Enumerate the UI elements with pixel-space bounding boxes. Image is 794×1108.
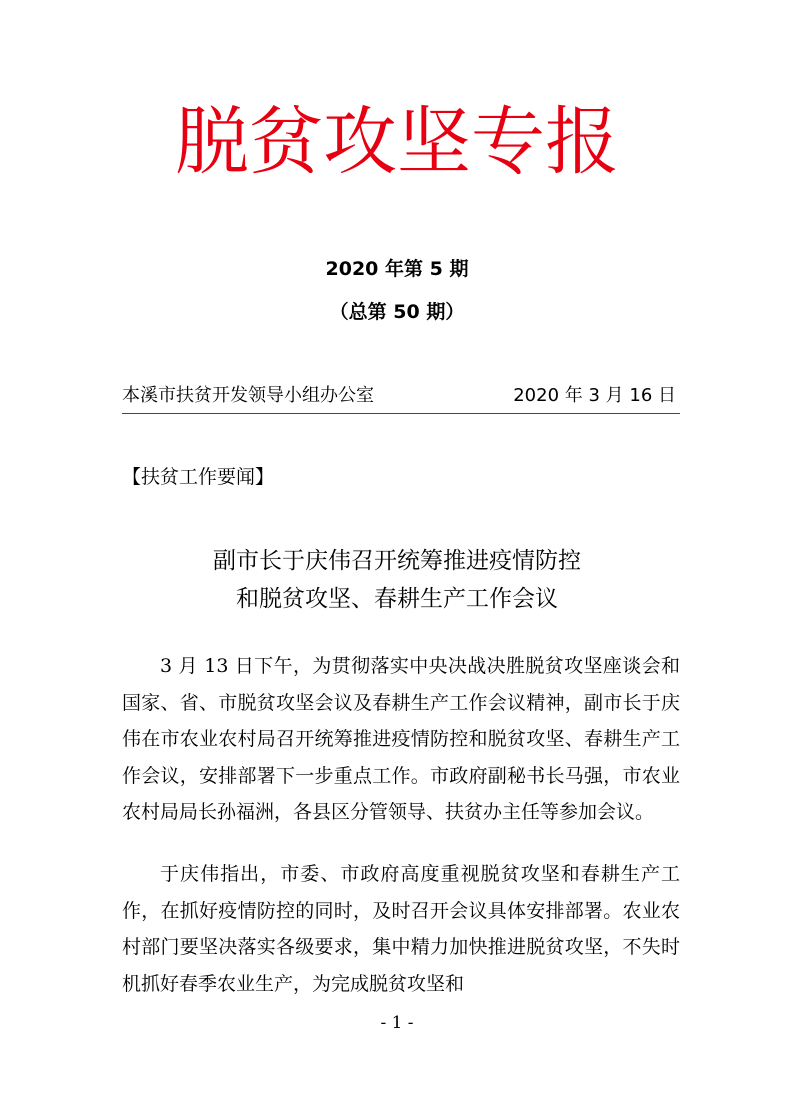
issue-number: 2020 年第 5 期 (325, 258, 469, 280)
article-paragraph: 3 月 13 日下午，为贯彻落实中央决战决胜脱贫攻坚座谈会和国家、省、市脱贫攻坚会议及春耕生产工作会议精神，副市长于庆伟在市农业农村局召开统筹推进疫情防控和脱贫攻坚、春耕生产工作会议，安排部署下一步重点工作。市政府副秘书长马强，市农业农村局局长孙福洲，各县区分管领导、扶贫办主任等参加会议。 (122, 655, 680, 824)
red-divider (122, 413, 680, 414)
article-paragraph: 于庆伟指出，市委、市政府高度重视脱贫攻坚和春耕生产工作，在抓好疫情防控的同时，及时召开会议具体安排部署。农业农村部门要坚决落实各级要求，集中精力加快推进脱贫攻坚，不失时机抓好春季农业生产，为完成脱贫攻坚和 (122, 863, 680, 995)
section-title: 【扶贫工作要闻】 (122, 466, 275, 488)
article-headline-line2: 和脱贫攻坚、春耕生产工作会议 (236, 586, 558, 612)
publisher-line (122, 382, 676, 410)
article-headline-line1: 副市长于庆伟召开统筹推进疫情防控 (213, 548, 581, 574)
page-number: - 1 - (380, 1013, 414, 1033)
issue-total: （总第 50 期） (329, 301, 465, 323)
publisher-organization: 本溪市扶贫开发领导小组办公室 (122, 385, 374, 406)
masthead-title: 脱贫攻坚专报 (175, 99, 619, 185)
publish-date: 2020 年 3 月 16 日 (513, 385, 676, 406)
